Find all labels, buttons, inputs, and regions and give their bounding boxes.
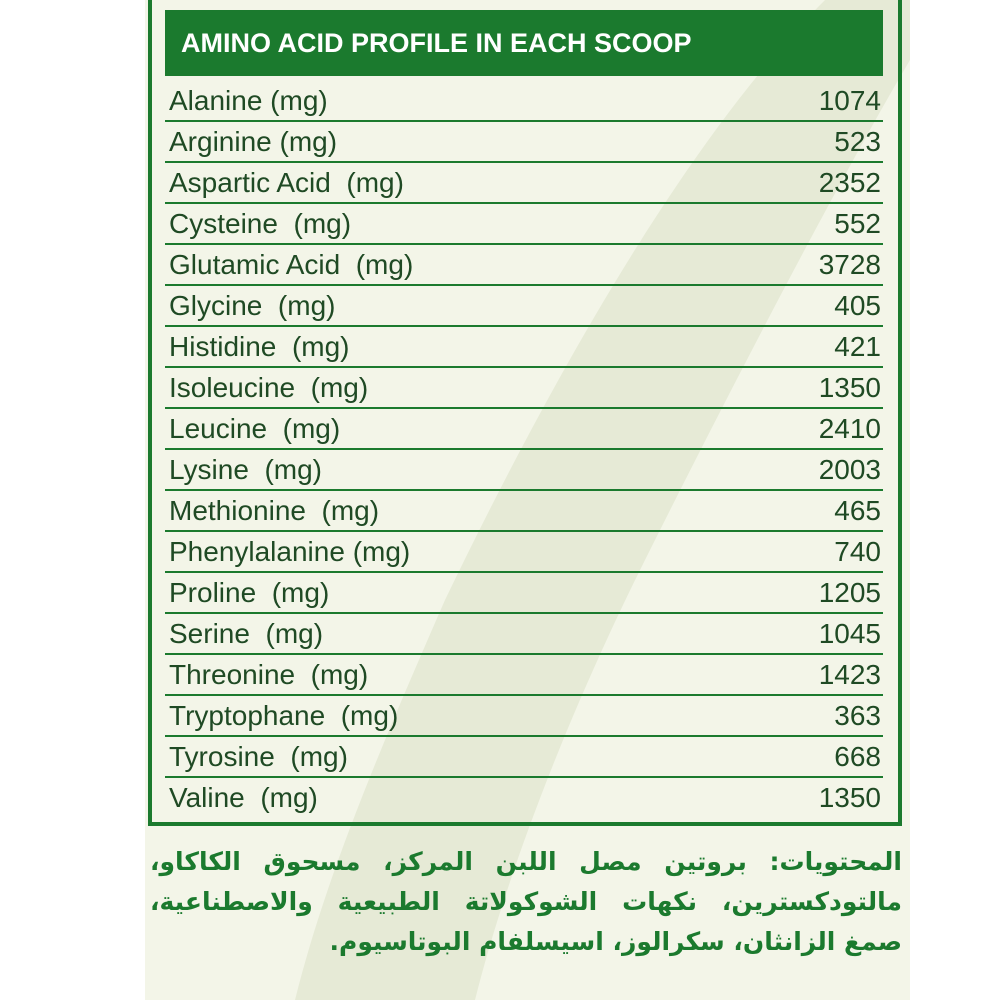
amino-acid-name: Tyrosine (mg)	[169, 741, 348, 772]
amino-acid-name: Tryptophane (mg)	[169, 700, 399, 731]
table-row	[165, 778, 883, 819]
amino-acid-name: Isoleucine (mg)	[169, 372, 369, 403]
amino-acid-value: 1045	[818, 618, 881, 649]
amino-acid-value: 1205	[818, 577, 881, 608]
amino-acid-value: 668	[834, 741, 881, 772]
table-row	[165, 409, 883, 450]
amino-acid-value: 1423	[818, 659, 881, 690]
amino-acid-name: Glycine (mg)	[169, 290, 336, 321]
amino-acid-value: 405	[834, 290, 881, 321]
amino-acid-value: 2003	[818, 454, 881, 485]
amino-acid-name: Aspartic Acid (mg)	[169, 167, 404, 198]
amino-acid-value: 421	[834, 331, 881, 362]
amino-acid-value: 1350	[818, 372, 881, 403]
amino-acid-value: 465	[834, 495, 881, 526]
amino-acid-name: Leucine (mg)	[169, 413, 341, 444]
table-row	[165, 368, 883, 409]
amino-acid-name: Alanine (mg)	[169, 85, 328, 116]
table-row	[165, 327, 883, 368]
amino-acid-name: Proline (mg)	[169, 577, 330, 608]
amino-acid-name: Phenylalanine (mg)	[169, 536, 411, 567]
table-row	[165, 245, 883, 286]
table-header-title: AMINO ACID PROFILE IN EACH SCOOP	[165, 10, 883, 76]
table-row	[165, 614, 883, 655]
amino-acid-value: 552	[834, 208, 881, 239]
table-row	[165, 122, 883, 163]
amino-acid-name: Lysine (mg)	[169, 454, 323, 485]
amino-acid-value: 2352	[818, 167, 881, 198]
table-row	[165, 491, 883, 532]
table-row	[165, 450, 883, 491]
table-row	[165, 737, 883, 778]
amino-acid-name: Cysteine (mg)	[169, 208, 352, 239]
table-row	[165, 81, 883, 122]
amino-acid-value: 740	[834, 536, 881, 567]
amino-acid-value: 363	[834, 700, 881, 731]
amino-acid-name: Methionine (mg)	[169, 495, 380, 526]
amino-acid-table	[165, 81, 883, 819]
table-row	[165, 573, 883, 614]
amino-acid-name: Glutamic Acid (mg)	[169, 249, 414, 280]
amino-acid-name: Valine (mg)	[169, 782, 318, 813]
amino-acid-value: 2410	[818, 413, 881, 444]
table-row	[165, 286, 883, 327]
table-row	[165, 204, 883, 245]
amino-acid-value: 1350	[818, 782, 881, 813]
table-row	[165, 532, 883, 573]
amino-acid-name: Histidine (mg)	[169, 331, 350, 362]
table-row	[165, 163, 883, 204]
amino-acid-name: Serine (mg)	[169, 618, 324, 649]
amino-acid-name: Threonine (mg)	[169, 659, 369, 690]
amino-acid-name: Arginine (mg)	[169, 126, 338, 157]
ingredients-text: المحتويات: بروتين مصل اللبن المركز، مسحوق الكاكاو، مالتودكسترين، نكهات الشوكولاتة الطبيعية والاصطناعية، صمغ الزانثان، سكرالوز، اسيسلفام البوتاسيوم.	[150, 847, 902, 956]
amino-acid-value: 523	[834, 126, 881, 157]
table-row	[165, 696, 883, 737]
amino-acid-value: 1074	[818, 85, 881, 116]
amino-acid-value: 3728	[818, 249, 881, 280]
table-row	[165, 655, 883, 696]
